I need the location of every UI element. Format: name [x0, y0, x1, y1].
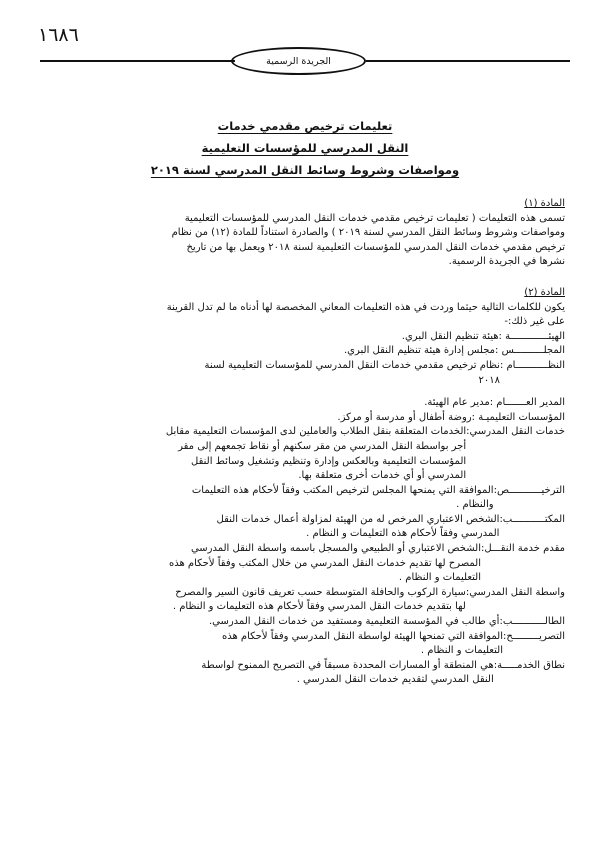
definition-text	[35, 411, 472, 426]
definition-text	[35, 396, 490, 411]
definition-text	[35, 513, 499, 542]
definition-text	[35, 615, 499, 630]
page-number: ١٦٨٦	[38, 24, 79, 46]
definition-line: المدرسي أو أي خدمات أخرى متعلقة بها.	[298, 470, 467, 482]
definition-line: المصرح لها تقديم خدمات النقل المدرسي من خلال المكتب وفقاً لأحكام هذه	[168, 557, 481, 569]
definition-line: هيئة تنظيم النقل البري.	[401, 330, 499, 342]
definition-text	[35, 359, 500, 388]
definition-text	[35, 586, 466, 615]
definition-item	[35, 513, 565, 542]
gazette-name-oval	[231, 47, 366, 75]
definition-term: المدير العـــــــام :	[489, 397, 565, 409]
definitions-list	[35, 330, 565, 688]
definition-text	[35, 425, 466, 483]
header-rule-left	[40, 60, 235, 62]
definition-line: التعليمات و النظام .	[420, 645, 503, 657]
definition-line: مجلس إدارة هيئة تنظيم النقل البري.	[344, 345, 496, 357]
definition-line: الشخص الاعتباري أو الطبيعي والمسجل باسمه واسطة النقل المدرسي	[190, 543, 481, 555]
definition-item	[35, 484, 565, 513]
article-1-line: تسمى هذه التعليمات ( تعليمات ترخيص مقدمي خدمات النقل المدرسي للمؤسسات التعليمية	[184, 212, 565, 224]
definition-item	[35, 615, 565, 630]
definition-item	[35, 586, 565, 615]
definition-item	[35, 425, 565, 483]
definition-term: المكتـــــــــــب:	[499, 513, 565, 525]
definition-line: لها بتقديم خدمات النقل المدرسي وفقاً لأحكام هذه التعليمات و النظام .	[172, 601, 466, 613]
document-titles	[40, 115, 570, 181]
definition-line: الخدمات المتعلقة بنقل الطلاب والعاملين لدى المؤسسات التعليمية مقابل	[165, 426, 467, 438]
definition-line: مدير عام الهيئة.	[424, 397, 490, 409]
article-2-intro	[35, 301, 565, 330]
definition-text	[35, 630, 503, 659]
definition-line: التعليمات و النظام .	[398, 572, 481, 584]
definition-line: الموافقة التي تمنحها الهيئة لواسطة النقل المدرسي وفقاً لأحكام هذه	[221, 630, 503, 642]
definition-term: واسطة النقل المدرسي:	[465, 586, 565, 598]
definition-line: روضة أطفال أو مدرسة أو مركز.	[337, 411, 472, 423]
article-2-intro-line: على غير ذلك:-	[504, 316, 565, 328]
definition-term: نطاق الخدمـــــة:	[493, 659, 565, 671]
gazette-name: الجريدة الرسمية	[266, 55, 331, 67]
definition-text	[35, 542, 481, 586]
definition-item	[35, 630, 565, 659]
definition-text	[35, 344, 495, 359]
definition-line: الموافقة التي يمنحها المجلس لترخيص المكتب وفقاً لأحكام هذه التعليمات	[191, 484, 494, 496]
definition-term: النظـــــــــــام :	[499, 359, 565, 371]
definition-line: سيارة الركوب والحافلة المتوسطة حسب تعريف قانون السير والمصرح	[175, 586, 466, 598]
definition-item	[35, 396, 565, 411]
definition-item	[35, 659, 565, 688]
definition-line: أجر بواسطة النقل المدرسي من مقر سكنهم أو نقاط تجمعهم إلى مقر	[178, 440, 467, 452]
definition-item	[35, 542, 565, 586]
definition-line: أي طالب في المؤسسة التعليمية ومستفيد من خدمات النقل المدرسي.	[208, 616, 500, 628]
definition-text	[35, 330, 499, 345]
article-2-heading: المادة (٢)	[524, 286, 565, 298]
definition-term: المجلــــــــــس :	[495, 345, 565, 357]
definition-line: نظام ترخيص مقدمي خدمات النقل المدرسي للمؤسسات التعليمية لسنة	[204, 359, 500, 371]
header-rule-right	[366, 60, 570, 62]
definition-term: المؤسسات التعليميـة :	[471, 411, 565, 423]
definition-text	[35, 484, 494, 513]
article-1-heading: المادة (١)	[524, 198, 565, 209]
definition-item	[35, 344, 565, 359]
definition-term: مقدم خدمة النقـــل:	[481, 543, 565, 555]
article-1-text	[35, 212, 565, 270]
title-line-3: ومواصفات وشروط وسائط النقل المدرسي لسنة ٢٠١٩	[150, 163, 460, 177]
definition-item	[35, 359, 565, 388]
definition-term: التصريـــــــــح:	[502, 630, 565, 642]
definition-line: والنظام .	[456, 499, 494, 511]
definition-line: المدرسي وفقاً لأحكام هذه التعليمات و النظام .	[306, 528, 500, 540]
definition-item	[35, 411, 565, 426]
definition-line: هي المنطقة أو المسارات المحددة مسبقاً في التصريح الممنوح لواسطة	[201, 659, 494, 671]
document-body	[35, 197, 565, 688]
definition-term: الهيئـــــــــــــة :	[498, 330, 565, 342]
article-1-line: ترخيص مقدمي خدمات النقل المدرسي للمؤسسات التعليمية لسنة ٢٠١٨ ويعمل بها من تاريخ	[186, 241, 565, 253]
definition-item	[35, 330, 565, 345]
article-1-line: ومواصفات وشروط وسائط النقل المدرسي لسنة ٢٠١٩ ) والصادرة استناداً للمادة (١٢) من نظام	[171, 227, 565, 239]
title-line-2: النقل المدرسي للمؤسسات التعليمية	[201, 141, 409, 155]
definition-line: الشخص الاعتباري المرخص له من الهيئة لمزاولة أعمال خدمات النقل	[216, 513, 500, 525]
definition-line: النقل المدرسي لتقديم خدمات النقل المدرسي .	[296, 674, 494, 686]
article-1-line: نشرها في الجريدة الرسمية.	[448, 256, 565, 268]
title-line-1: تعليمات ترخيص مقدمي خدمات	[217, 119, 393, 133]
definition-term: الطالـــــــــــب:	[499, 616, 565, 628]
definition-term: خدمات النقل المدرسي:	[466, 426, 565, 438]
definition-text	[35, 659, 494, 688]
definition-line: المؤسسات التعليمية وبالعكس وإدارة وتنظيم وتشغيل وسائط النقل	[191, 455, 467, 467]
article-2-intro-line: يكون للكلمات التالية حيثما وردت في هذه التعليمات المعاني المخصصة لها أدناه ما لم تدل القرينة	[166, 301, 565, 313]
definition-term: الترخيـــــــــــص:	[493, 484, 565, 496]
definition-line: ٢٠١٨	[478, 374, 500, 386]
